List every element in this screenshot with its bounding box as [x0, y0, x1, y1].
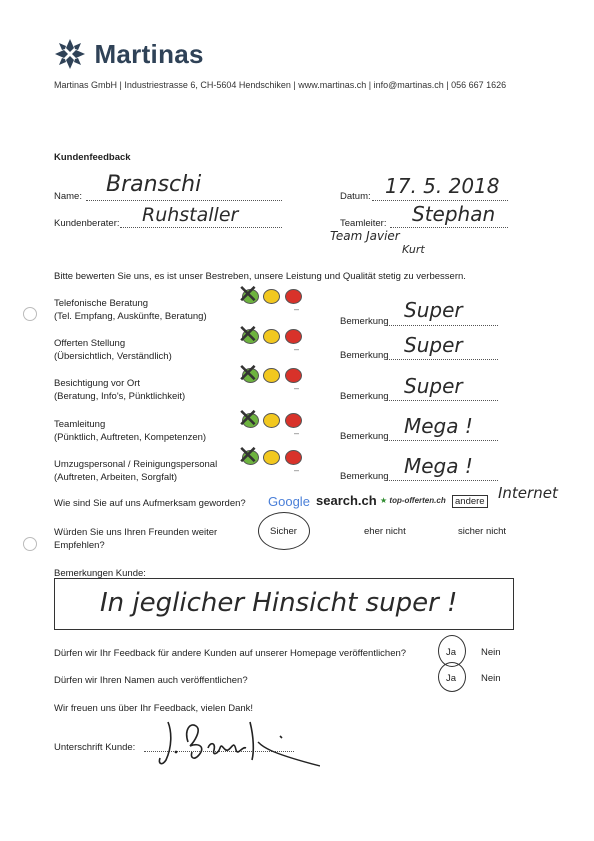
recommend-question: Würden Sie uns Ihren Freunden weiter: [54, 527, 218, 538]
datum-value: 17. 5. 2018: [385, 174, 500, 198]
remark-label: Bemerkung: [340, 350, 389, 361]
recommend-option-sicher[interactable]: Sicher: [270, 526, 297, 537]
source-other-value: Internet: [498, 484, 558, 502]
company-name: Martinas: [94, 38, 204, 69]
dash-mark: –: [294, 383, 300, 393]
google-logo[interactable]: Google: [268, 494, 310, 509]
binder-hole-top: [23, 307, 37, 321]
teamleiter-value: Stephan: [412, 202, 496, 226]
publish-no[interactable]: Nein: [481, 647, 501, 658]
name-publish-no[interactable]: Nein: [481, 673, 501, 684]
binder-hole-bottom: [23, 537, 37, 551]
selection-circle: [438, 662, 466, 692]
kundenberater-value: Ruhstaller: [142, 204, 239, 226]
team-note-1: Team Javier: [330, 229, 400, 243]
rating-subtitle: (Auftreten, Arbeiten, Sorgfalt): [54, 472, 178, 483]
search-ch-logo[interactable]: search.ch: [316, 493, 377, 508]
rating-subtitle: (Übersichtlich, Verständlich): [54, 351, 172, 362]
recommend-option-sicher-nicht[interactable]: sicher nicht: [458, 526, 507, 537]
datum-label: Datum:: [340, 191, 371, 202]
rating-title: Besichtigung vor Ort: [54, 378, 141, 389]
thanks-text: Wir freuen uns über Ihr Feedback, vielen Dank!: [54, 703, 254, 714]
name-value: Branschi: [106, 172, 202, 197]
dash-mark: –: [294, 428, 300, 438]
remark-value: Mega !: [404, 414, 473, 438]
remark-value: Super: [404, 333, 463, 357]
recommend-option-eher-nicht[interactable]: eher nicht: [364, 526, 406, 537]
rating-subtitle: (Tel. Empfang, Auskünfte, Beratung): [54, 311, 207, 322]
smiley-yellow-icon[interactable]: [263, 450, 280, 465]
publish-yes[interactable]: Ja: [446, 647, 457, 658]
smiley-red-icon[interactable]: [285, 450, 302, 465]
smiley-red-icon[interactable]: [285, 289, 302, 304]
rating-title: Teamleitung: [54, 419, 106, 430]
remark-line: [386, 440, 498, 441]
teamleiter-line: [390, 227, 508, 228]
smiley-yellow-icon[interactable]: [263, 329, 280, 344]
smiley-red-icon[interactable]: [285, 413, 302, 428]
checkmark-cross-icon: ✕: [237, 404, 259, 434]
remark-value: Mega !: [404, 454, 473, 478]
comment-value: In jeglicher Hinsicht super !: [100, 588, 458, 618]
form-title: Kundenfeedback: [54, 152, 131, 163]
checkmark-cross-icon: ✕: [237, 359, 259, 389]
rating-subtitle: (Beratung, Info's, Pünktlichkeit): [54, 391, 186, 402]
martinas-logo: [54, 38, 204, 70]
checkmark-cross-icon: ✕: [237, 320, 259, 350]
publish-question: Dürfen wir Ihr Feedback für andere Kunden auf unserer Homepage veröffentlichen?: [54, 648, 407, 659]
kundenberater-line: [120, 227, 282, 228]
rating-title: Offerten Stellung: [54, 338, 126, 349]
remark-label: Bemerkung: [340, 391, 389, 402]
source-question: Wie sind Sie auf uns Aufmerksam geworden?: [54, 498, 246, 509]
recommend-question-cont: Empfehlen?: [54, 540, 105, 551]
andere-option[interactable]: andere: [452, 495, 488, 508]
dash-mark: –: [294, 304, 300, 314]
remark-label: Bemerkung: [340, 316, 389, 327]
selection-circle: [258, 512, 310, 550]
remark-value: Super: [404, 374, 463, 398]
company-address: Martinas GmbH | Industriestrasse 6, CH-5604 Hendschiken | www.martinas.ch | info@martinas.ch | 056 667 1626: [54, 80, 507, 90]
remark-line: [386, 325, 498, 326]
datum-line: [372, 200, 508, 201]
name-label: Name:: [54, 191, 82, 202]
remark-label: Bemerkung: [340, 471, 389, 482]
dash-mark: –: [294, 344, 300, 354]
checkmark-cross-icon: ✕: [237, 441, 259, 471]
name-publish-question: Dürfen wir Ihren Namen auch veröffentlichen?: [54, 675, 248, 686]
smiley-red-icon[interactable]: [285, 329, 302, 344]
team-note-2: Kurt: [402, 243, 425, 256]
name-line: [86, 200, 282, 201]
smiley-red-icon[interactable]: [285, 368, 302, 383]
signature-label: Unterschrift Kunde:: [54, 742, 136, 753]
checkmark-cross-icon: ✕: [237, 280, 259, 310]
snowflake-logo-icon: [54, 38, 86, 70]
handwritten-signature: [150, 712, 320, 772]
smiley-yellow-icon[interactable]: [263, 413, 280, 428]
remark-line: [386, 359, 498, 360]
rating-intro: Bitte bewerten Sie uns, es ist unser Bestreben, unsere Leistung und Qualität stetig zu verbessern.: [54, 271, 466, 282]
top-offerten-label: top-offerten.ch: [389, 496, 446, 505]
kundenberater-label: Kundenberater:: [54, 218, 120, 229]
remark-label: Bemerkung: [340, 431, 389, 442]
dash-mark: –: [294, 465, 300, 475]
top-offerten-logo[interactable]: [380, 496, 446, 505]
remark-line: [386, 480, 498, 481]
smiley-yellow-icon[interactable]: [263, 289, 280, 304]
rating-title: Telefonische Beratung: [54, 298, 149, 309]
comment-label: Bemerkungen Kunde:: [54, 568, 146, 579]
remark-value: Super: [404, 298, 463, 322]
rating-subtitle: (Pünktlich, Auftreten, Kompetenzen): [54, 432, 207, 443]
name-publish-yes[interactable]: Ja: [446, 673, 457, 684]
smiley-yellow-icon[interactable]: [263, 368, 280, 383]
star-icon: ★: [380, 496, 388, 505]
remark-line: [386, 400, 498, 401]
teamleiter-label: Teamleiter:: [340, 218, 387, 229]
rating-title: Umzugspersonal / Reinigungspersonal: [54, 459, 218, 470]
